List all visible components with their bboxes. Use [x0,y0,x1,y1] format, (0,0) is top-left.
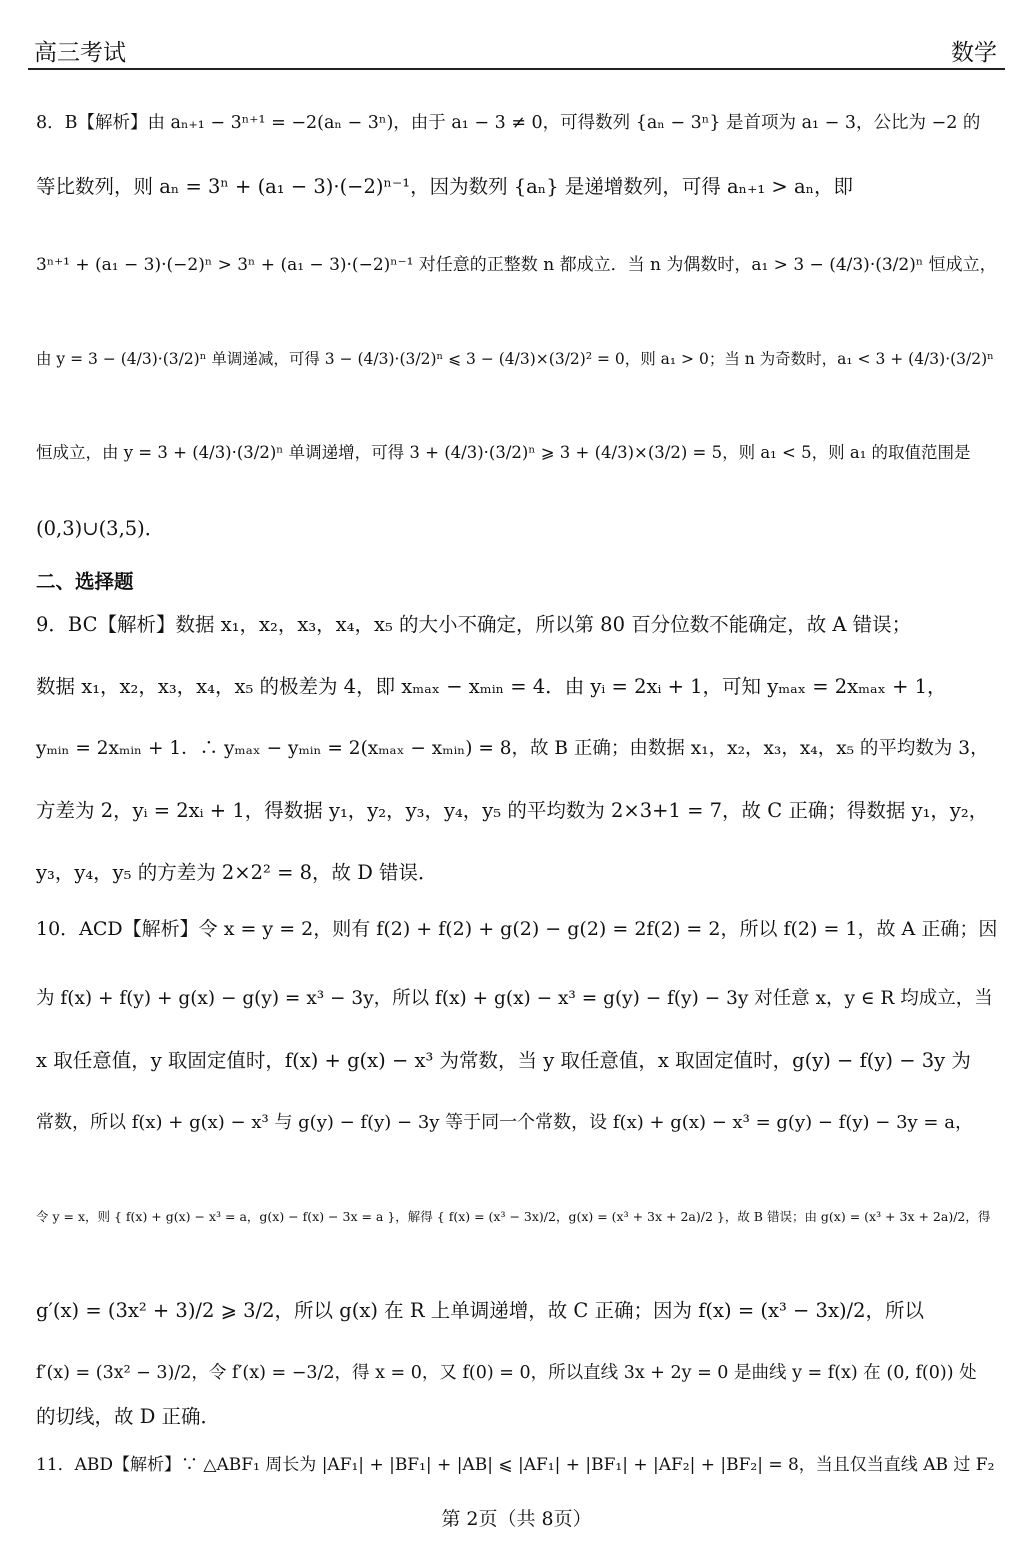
text-line: 方差为 2，yᵢ = 2xᵢ + 1，得数据 y₁，y₂，y₃，y₄，y₅ 的平均数为 2×3+1 = 7，故 C 正确；得数据 y₁，y₂， [36,799,989,822]
section-title: 二、选择题 [36,570,134,593]
text-line: 10．ACD【解析】令 x = y = 2，则有 f(2) + f(2) + g(2) − g(2) = 2f(2) = 2，所以 f(2) = 1，故 A 正确；因 [36,918,998,940]
text-line: 令 y = x，则 { f(x) + g(x) − x³ = a，g(x) − f(x) − 3x = a }，解得 { f(x) = (x³ − 3x)/2，g(x) = (x³ + 3x + 2a)/2 }，故 B 错误；由 g(x) = (x³ + 3x + 2a)/2，得 [36,1209,991,1224]
text-line: 常数，所以 f(x) + g(x) − x³ 与 g(y) − f(y) − 3y 等于同一个常数，设 f(x) + g(x) − x³ = g(y) − f(y) − 3y = a， [36,1112,973,1133]
text-line: 恒成立，由 y = 3 + (4/3)·(3/2)ⁿ 单调递增，可得 3 + (4/3)·(3/2)ⁿ ⩾ 3 + (4/3)×(3/2) = 5，则 a₁ < 5，则 a₁ 的取值范围是 [36,443,971,462]
text-line: x 取任意值，y 取固定值时，f(x) + g(x) − x³ 为常数，当 y 取任意值，x 取固定值时，g(y) − f(y) − 3y 为 [36,1049,971,1072]
text-line: y₃，y₄，y₅ 的方差为 2×2² = 8，故 D 错误． [36,861,438,884]
text-line: 为 f(x) + f(y) + g(x) − g(y) = x³ − 3y，所以 f(x) + g(x) − x³ = g(y) − f(y) − 3y 对任意 x，y ∈ R 均成立，当 [36,988,993,1009]
header-subject: 数学 [951,40,997,66]
text-line: 等比数列，则 aₙ = 3ⁿ + (a₁ − 3)·(−2)ⁿ⁻¹，因为数列 {aₙ} 是递增数列，可得 aₙ₊₁ > aₙ，即 [36,175,854,198]
text-line: yₘᵢₙ = 2xₘᵢₙ + 1．∴ yₘₐₓ − yₘᵢₙ = 2(xₘₐₓ − xₘᵢₙ) = 8，故 B 正确；由数据 x₁，x₂，x₃，x₄，x₅ 的平均数为 3， [36,738,989,759]
text-line: (0,3)∪(3,5)． [36,517,165,540]
text-line: 3ⁿ⁺¹ + (a₁ − 3)·(−2)ⁿ > 3ⁿ + (a₁ − 3)·(−2)ⁿ⁻¹ 对任意的正整数 n 都成立．当 n 为偶数时，a₁ > 3 − (4/3)·(3/2)ⁿ 恒成立， [36,255,997,275]
text-line: 8．B【解析】由 aₙ₊₁ − 3ⁿ⁺¹ = −2(aₙ − 3ⁿ)，由于 a₁ − 3 ≠ 0，可得数列 {aₙ − 3ⁿ} 是首项为 a₁ − 3，公比为 −2 的 [36,113,981,133]
page-footer: 第 2页（共 8页） [441,1508,592,1530]
text-line: 11．ABD【解析】∵ △ABF₁ 周长为 |AF₁| + |BF₁| + |AB| ⩽ |AF₁| + |BF₁| + |AF₂| + |BF₂| = 8，当且仅当直线 AB 过 F₂ [36,1455,995,1475]
text-line: 由 y = 3 − (4/3)·(3/2)ⁿ 单调递减，可得 3 − (4/3)·(3/2)ⁿ ⩽ 3 − (4/3)×(3/2)² = 0，则 a₁ > 0；当 n 为奇数时，a₁ < 3 + (4/3)·(3/2)ⁿ [36,350,994,368]
text-line: 的切线，故 D 正确． [36,1405,221,1428]
page-header [28,28,1005,70]
header-exam-title: 高三考试 [34,40,126,66]
text-line: f′(x) = (3x² − 3)/2，令 f′(x) = −3/2，得 x = 0，又 f(0) = 0，所以直线 3x + 2y = 0 是曲线 y = f(x) 在 (0, f(0)) 处 [36,1363,977,1383]
text-line: 数据 x₁，x₂，x₃，x₄，x₅ 的极差为 4，即 xₘₐₓ − xₘᵢₙ = 4．由 yᵢ = 2xᵢ + 1，可知 yₘₐₓ = 2xₘₐₓ + 1， [36,675,947,698]
text-line: g′(x) = (3x² + 3)/2 ⩾ 3/2，所以 g(x) 在 R 上单调递增，故 C 正确；因为 f(x) = (x³ − 3x)/2，所以 [36,1299,925,1322]
text-line: 9．BC【解析】数据 x₁，x₂，x₃，x₄，x₅ 的大小不确定，所以第 80 百分位数不能确定，故 A 错误； [36,613,912,636]
